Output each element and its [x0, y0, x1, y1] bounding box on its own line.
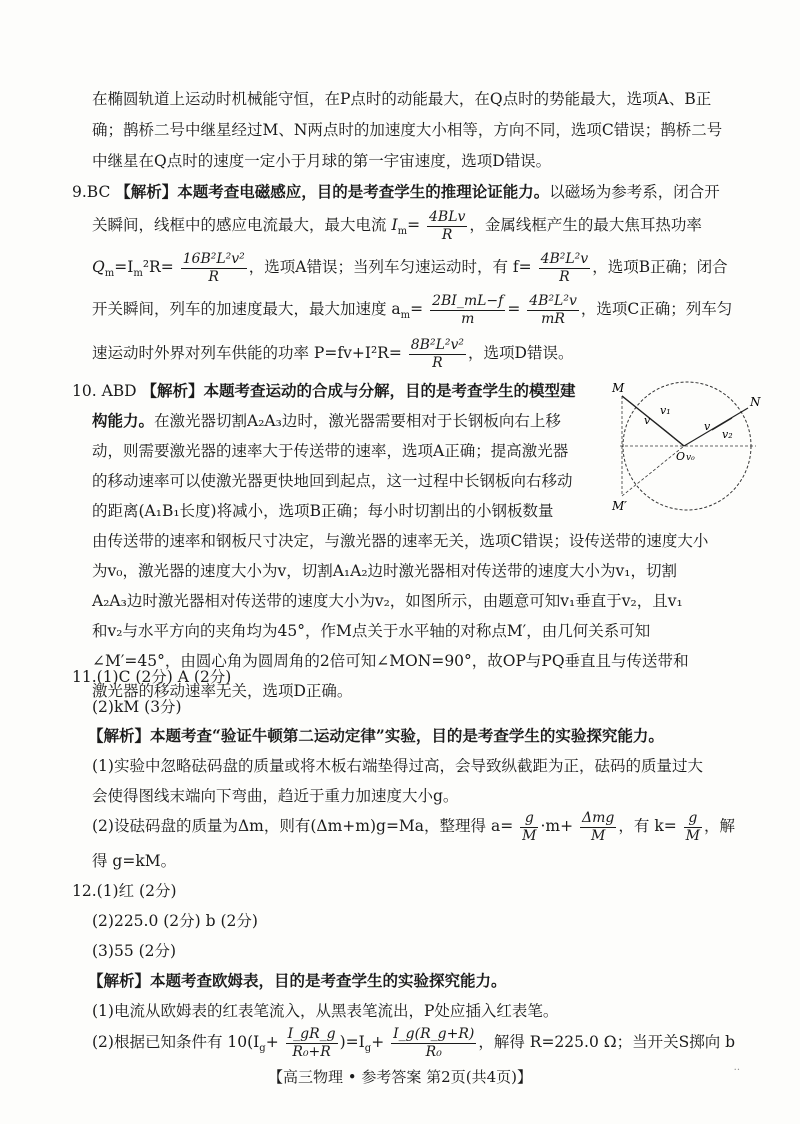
corner-mark: .. [733, 1062, 740, 1073]
q11-answer-2: (2)kM (3分) [92, 698, 182, 716]
q12-p2-b: + [265, 1033, 279, 1051]
q10-narrow-3: 的距离(A₁B₁长度)将减小，选项B正确；每小时切割出的小钢板数量 [92, 502, 554, 520]
q12-answer-2: (2)225.0 (2分) b (2分) [92, 912, 258, 930]
q9-frac-a2 [527, 293, 579, 328]
q10-wide-2: A₂A₃边时激光器相对传送带的速度大小为v₂，如图所示，由题意可知v₁垂直于v₂，且v₁ [92, 592, 683, 610]
figure-label-v: v [644, 414, 651, 427]
figure-label-v0: v₀ [686, 453, 695, 463]
figure-line-join [667, 432, 684, 446]
q9-l3-c: ²R= [142, 258, 174, 276]
q9-l3-q: Q [92, 258, 105, 276]
q9-frac-a1 [430, 293, 505, 328]
q11-frac-2 [580, 810, 616, 845]
q9-l4-sub: m [400, 310, 411, 322]
q11-p2-end: 得 g=kM。 [92, 852, 177, 870]
q9-l3-sub: m [104, 268, 115, 280]
q10-narrow-0: 在激光器切割A₂A₃边时，激光器需要相对于长钢板向右上移 [154, 412, 561, 430]
q9-frac-p-den: R [432, 354, 443, 371]
q11-tag: 【解析】本题考查“验证牛顿第二运动定律”实验，目的是考查学生的实验探究能力。 [88, 726, 664, 745]
q9-l2-text: 关瞬间，线框中的感应电流最大，最大电流 [92, 216, 387, 234]
q12-p2-a: (2)根据已知条件有 10(I [92, 1033, 260, 1051]
q11-frac-1-den: M [522, 827, 537, 844]
q9-l3-sub2: m [133, 268, 143, 280]
q9-line-5 [92, 333, 573, 373]
q9-l2-sub: m [397, 226, 408, 238]
q10-wide-4: ∠M′=45°，由圆心角为圆周角的2倍可知∠MON=90°，故OP与PQ垂直且与传送带和 [92, 652, 689, 670]
q11-p2-a: (2)设砝码盘的质量为Δm，则有(Δm+m)g=Ma，整理得 a= [92, 817, 514, 835]
q11-frac-2-den: M [591, 827, 606, 844]
q9-l2-eq: = [407, 216, 421, 234]
q9-l2-text-b: ，金属线框产生的最大焦耳热功率 [469, 216, 702, 234]
q12-tag: 【解析】本题考查欧姆表，目的是考查学生的实验探究能力。 [88, 971, 507, 990]
figure-line-mprime [622, 446, 684, 496]
q9-frac-a1-den: m [461, 310, 475, 327]
q9-frac-f-den: R [559, 268, 570, 285]
q9-l5-b: ，选项D错误。 [468, 344, 574, 362]
intro-line-3: 中继星在Q点时的速度一定小于月球的第一宇宙速度，选项D错误。 [92, 152, 552, 170]
q12-frac-1-den: R₀+R [292, 1043, 331, 1060]
q11-p2 [92, 806, 735, 846]
q9-frac-p-num: 8B²L²v² [410, 336, 465, 353]
q12-answer-1: 12.(1)红 (2分) [72, 882, 177, 900]
q9-line-1 [72, 181, 720, 203]
intro-line-1: 在椭圆轨道上运动时机械能守恒，在P点时的动能最大，在Q点时的势能最大，选项A、B正 [92, 90, 712, 108]
q12-frac-1-num: I_gR_g [287, 1025, 336, 1042]
q9-l4-b: = [410, 300, 424, 318]
q12-p2-c: )=I [339, 1033, 365, 1051]
q11-answer-1: 11.(1)C (2分) A (2分) [72, 668, 232, 686]
q9-frac-qmax [181, 251, 247, 286]
q9-l4-c: = [507, 300, 521, 318]
q9-line-4 [92, 289, 732, 329]
q9-frac-a2-num: 4B²L²v [529, 292, 577, 309]
q12-answer-3: (3)55 (2分) [92, 942, 177, 960]
figure-label-v2: v₂ [722, 428, 733, 441]
q11-frac-3-num: g [684, 810, 702, 828]
q12-p2-sub2: g [364, 1043, 372, 1055]
intro-line-2: 确；鹊桥二号中继星经过M、N两点时的加速度大小相等，方向不同，选项C错误；鹊桥二号 [92, 121, 723, 139]
q9-l2-i: I [391, 216, 398, 234]
q9-frac-imax [427, 209, 467, 244]
q10-narrow-2: 的移动速率可以使激光器更快地回到起点，这一过程中长钢板向右移动 [92, 472, 573, 490]
q12-p2-sub1: g [259, 1043, 266, 1055]
q9-l4-a: 开关瞬间，列车的加速度最大，最大加速度 a [92, 300, 401, 318]
q12-frac-1 [286, 1026, 338, 1061]
q10-velocity-diagram [592, 378, 772, 514]
figure-label-m: M [612, 381, 625, 395]
q9-tag: 【解析】本题考查电磁感应，目的是考查学生的推理论证能力。 [115, 182, 550, 201]
q11-frac-1 [520, 810, 538, 845]
q9-frac-f [539, 251, 591, 286]
q12-p2-e: ，解得 R=225.0 Ω；当开关S掷向 b [478, 1033, 736, 1051]
figure-label-mprime: M′ [612, 499, 628, 513]
figure-label-v1: v₁ [660, 404, 671, 417]
q10-line-2 [92, 410, 561, 432]
q12-frac-2-den: R₀ [425, 1043, 442, 1060]
q9-line-3 [92, 247, 728, 287]
page-footer: 【高三物理 • 参考答案 第2页(共4页)】 [268, 1068, 532, 1086]
q9-frac-f-num: 4B²L²v [540, 250, 589, 267]
q9-line-2 [92, 205, 702, 245]
q9-l3-b: =I [114, 258, 134, 276]
q10-wide-0: 由传送带的速率和钢板尺寸决定，与激光器的速率无关，选项C错误；设传送带的速度大小 [92, 532, 709, 550]
q10-narrow-1: 动，则需要激光器的速率大于传送带的速率，选项A正确；提高激光器 [92, 442, 569, 460]
q9-l4-d: ，选项C正确；列车匀 [580, 300, 733, 318]
q9-l1-rest: 以磁场为参考系，闭合开 [549, 183, 720, 201]
q10-number: 10. ABD [72, 382, 137, 400]
q10-wide-1: 为v₀，激光器的速度大小为v，切割A₁A₂边时激光器相对传送带的速度大小为v₁，切割 [92, 562, 678, 580]
q9-frac-a1-num: 2BI_mL−f [432, 292, 504, 309]
q9-l5-a: 速运动时外界对列车供能的功率 P=fv+I²R= [92, 344, 402, 362]
q12-p2-d: + [371, 1033, 385, 1051]
q12-p1: (1)电流从欧姆表的红表笔流入，从黑表笔流出，P处应插入红表笔。 [92, 1002, 559, 1020]
q9-frac-qmax-den: R [208, 268, 219, 285]
q9-frac-qmax-num: 16B²L²v² [182, 250, 245, 267]
q10-wide-5: 激光器的移动速率无关，选项D正确。 [92, 682, 353, 700]
q10-tag-1: 【解析】本题考查运动的合成与分解，目的是考查学生的模型建 [141, 381, 576, 400]
q11-p2-b: ·m+ [540, 817, 574, 835]
q11-p1a: (1)实验中忽略砝码盘的质量或将木板右端垫得过高，会导致纵截距为正，砝码的质量过大 [92, 757, 703, 775]
figure-label-o: O [676, 450, 686, 463]
q11-frac-3 [684, 810, 702, 845]
q11-frac-3-den: M [685, 827, 700, 844]
q9-frac-imax-num: 4BLv [429, 208, 466, 225]
q12-p2 [92, 1022, 735, 1062]
q11-frac-2-num: Δmg [582, 809, 615, 826]
q11-frac-1-num: g [520, 810, 538, 828]
q11-p2-c: ，有 k= [618, 817, 677, 835]
q10-line-1 [72, 380, 576, 402]
q11-p2-d: ，解 [704, 817, 736, 835]
q9-frac-imax-den: R [441, 226, 453, 243]
q10-tag-2: 构能力。 [92, 411, 155, 430]
q10-wide-3: 和v₂与水平方向的夹角均为45°，作M点关于水平轴的对称点M′，由几何关系可知 [92, 622, 651, 640]
q11-p1b: 会使得图线末端向下弯曲，趋近于重力加速度大小g。 [92, 787, 459, 805]
q9-l3-e: ，选项B正确；闭合 [592, 258, 728, 276]
figure-label-n: N [750, 395, 761, 409]
q9-l3-d: ，选项A错误；当列车匀速运动时，有 f= [248, 258, 532, 276]
q12-frac-2 [391, 1026, 476, 1061]
q9-number: 9.BC [72, 183, 111, 201]
q9-frac-a2-den: mR [541, 310, 565, 327]
q12-frac-2-num: I_g(R_g+R) [393, 1025, 475, 1042]
q9-frac-p [409, 337, 466, 372]
figure-label-v-right: v [704, 420, 711, 433]
